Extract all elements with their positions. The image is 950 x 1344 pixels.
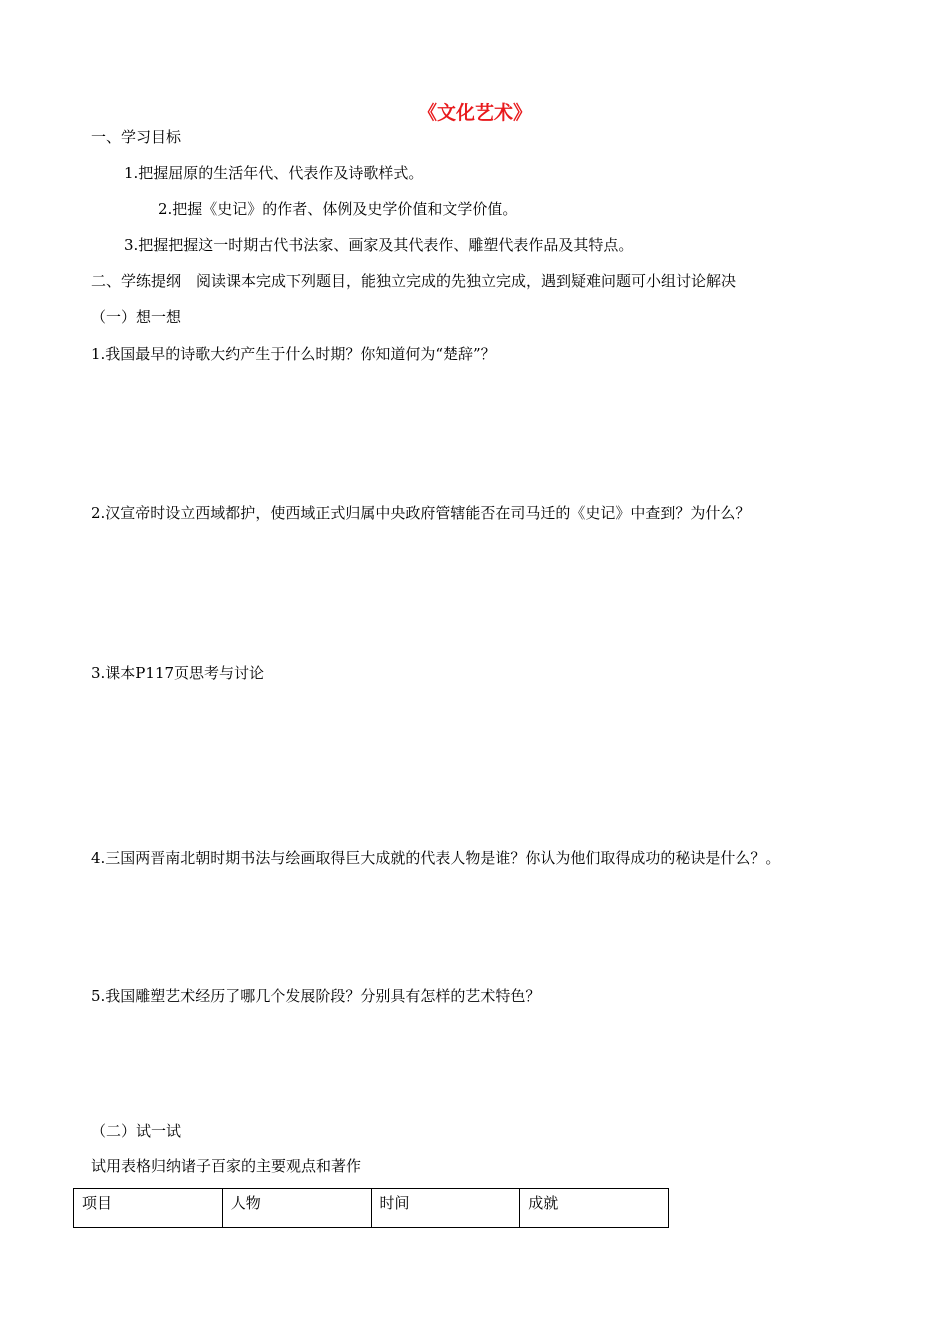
table-instruction: 试用表格归纳诸子百家的主要观点和著作 xyxy=(91,1157,362,1175)
section-1-heading: 一、学习目标 xyxy=(91,128,182,146)
summary-table xyxy=(73,1188,669,1228)
part-2-heading: （二）试一试 xyxy=(91,1122,182,1140)
question-5: 5.我国雕塑艺术经历了哪几个发展阶段？分别具有怎样的艺术特色？ xyxy=(91,987,541,1005)
objective-item-2: 2.把握《史记》的作者、体例及史学价值和文学价值。 xyxy=(158,200,518,218)
table-header-cell-item: 项目 xyxy=(74,1189,223,1228)
question-1: 1.我国最早的诗歌大约产生于什么时期？你知道何为“楚辞”？ xyxy=(91,345,496,363)
question-3: 3.课本P117页思考与讨论 xyxy=(91,664,265,682)
table-row xyxy=(74,1189,669,1228)
question-4: 4.三国两晋南北朝时期书法与绘画取得巨大成就的代表人物是谁？你认为他们取得成功的秘诀是什么？。 xyxy=(91,849,781,867)
objective-item-1: 1.把握屈原的生活年代、代表作及诗歌样式。 xyxy=(124,164,424,182)
objective-item-3: 3.把握把握这一时期古代书法家、画家及其代表作、雕塑代表作品及其特点。 xyxy=(124,236,634,254)
section-2-heading: 二、学练提纲 阅读课本完成下列题目，能独立完成的先独立完成，遇到疑难问题可小组讨论解决 xyxy=(91,272,737,290)
part-1-heading: （一）想一想 xyxy=(91,308,182,326)
table-header-cell-person: 人物 xyxy=(222,1189,371,1228)
document-title: 《文化艺术》 xyxy=(417,102,532,124)
question-2: 2.汉宣帝时设立西域都护，使西域正式归属中央政府管辖能否在司马迁的《史记》中查到？为什么？ xyxy=(91,504,751,522)
table-header-cell-time: 时间 xyxy=(371,1189,520,1228)
table-header-cell-achievement: 成就 xyxy=(520,1189,669,1228)
